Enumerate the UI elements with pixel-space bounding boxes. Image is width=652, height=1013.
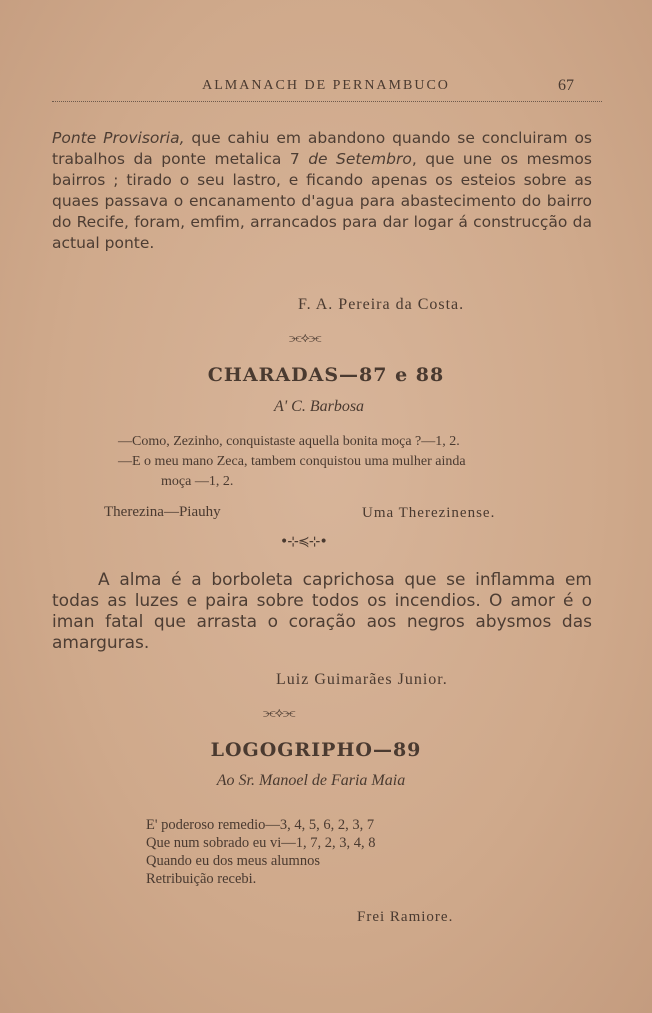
logogripho-dedication: Ao Sr. Manoel de Faria Maia <box>216 772 406 789</box>
ornament-divider-3: ⫘⟡⫘ <box>263 705 295 721</box>
quote-author: Luiz Guimarães Junior. <box>276 671 448 688</box>
logogripho-author: Frei Ramiore. <box>357 909 454 925</box>
intro-text-2: , que une os mesmos bairros ; tirado o seu lastro, e ficando apenas os esteios sobre as quaes passava o encanamento d'agua para abastecimento do bairro do Recife, foram, emfim, arrancados para dar logar á construcção da actual ponte. <box>52 150 592 252</box>
intro-italic-date: de Setembro <box>308 150 412 168</box>
logogripho-line-2: Que num sobrado eu vi—1, 7, 2, 3, 4, 8 <box>146 835 376 851</box>
intro-signature: F. A. Pereira da Costa. <box>298 296 465 313</box>
intro-paragraph <box>52 128 592 254</box>
charadas-title: CHARADAS—87 e 88 <box>207 364 445 386</box>
logogripho-line-1: E' poderoso remedio—3, 4, 5, 6, 2, 3, 7 <box>146 817 375 833</box>
quote-paragraph: A alma é a borboleta caprichosa que se inflamma em todas as luzes e paira sobre todos os incendios. O amor é o iman fatal que arrasta o coração aos negros abysmos das amarguras. <box>52 570 592 653</box>
header-rule <box>52 101 602 102</box>
header-title: ALMANACH DE PERNAMBUCO <box>202 78 450 93</box>
logogripho-title: LOGOGRIPHO—89 <box>210 739 422 761</box>
charadas-line-3: moça —1, 2. <box>161 474 234 489</box>
charadas-dedication: A' C. Barbosa <box>273 398 365 415</box>
charadas-line-1: —Como, Zezinho, conquistaste aquella bonita moça ?—1, 2. <box>118 434 460 449</box>
page-number: 67 <box>558 77 574 94</box>
charadas-line-2: —E o meu mano Zeca, tambem conquistou uma mulher ainda <box>118 454 466 469</box>
intro-italic-prefix: Ponte Provisoria, <box>52 129 185 147</box>
running-header <box>60 74 592 98</box>
ornament-divider-1: ⫘⟡⫘ <box>289 330 321 346</box>
logogripho-line-3: Quando eu dos meus alumnos <box>146 853 320 869</box>
logogripho-line-4: Retribuição recebi. <box>146 871 257 887</box>
charadas-author: Uma Therezinense. <box>362 505 496 521</box>
charadas-place: Therezina—Piauhy <box>104 504 221 520</box>
intro-text-1: que cahiu em abandono quando se concluiram os trabalhos da ponte metalica 7 <box>52 129 592 168</box>
ornament-divider-2: •⊹≼⊹• <box>280 534 327 550</box>
